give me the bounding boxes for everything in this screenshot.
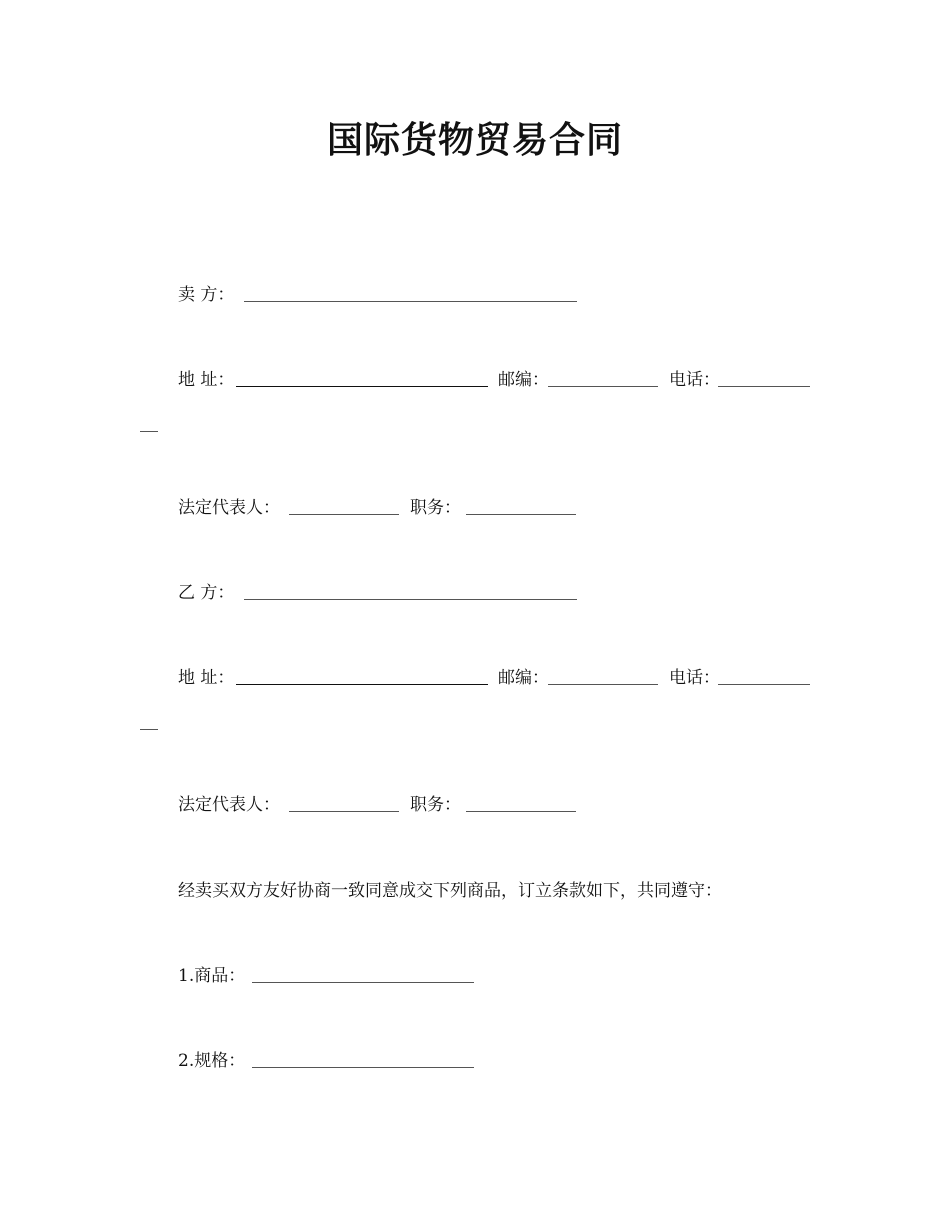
seller-label: 卖 方： [178, 285, 235, 305]
buyer-line [178, 581, 598, 605]
buyer-phone-label: 电话： [669, 668, 720, 688]
buyer-label: 乙 方： [178, 583, 235, 603]
seller-address-label: 地 址： [178, 370, 235, 390]
seller-rep-label: 法定代表人： [178, 498, 280, 518]
seller-position-label: 职务： [410, 498, 461, 518]
buyer-phone-blank-continued[interactable] [140, 729, 158, 730]
buyer-phone-blank[interactable] [718, 684, 810, 685]
preamble-paragraph: 经卖买双方友好协商一致同意成交下列商品，订立条款如下，共同遵守： [178, 881, 722, 901]
buyer-zip-label: 邮编： [498, 668, 549, 688]
buyer-zip-blank[interactable] [548, 684, 658, 685]
buyer-blank[interactable] [244, 599, 577, 600]
seller-blank[interactable] [244, 301, 577, 302]
item-label: 2.规格： [178, 1051, 246, 1071]
document-title: 国际货物贸易合同 [326, 120, 623, 161]
item-line-specification [178, 1049, 498, 1073]
buyer-rep-line [178, 793, 598, 817]
goods-blank[interactable] [252, 982, 474, 983]
buyer-address-label: 地 址： [178, 668, 235, 688]
item-line-goods [178, 964, 498, 988]
seller-zip-blank[interactable] [548, 386, 658, 387]
buyer-position-label: 职务： [410, 795, 461, 815]
seller-address-blank[interactable] [236, 386, 488, 387]
seller-rep-blank[interactable] [289, 514, 399, 515]
seller-phone-label: 电话： [669, 370, 720, 390]
buyer-rep-label: 法定代表人： [178, 795, 280, 815]
seller-phone-blank[interactable] [718, 386, 810, 387]
buyer-address-blank[interactable] [236, 684, 488, 685]
seller-line [178, 283, 598, 307]
seller-zip-label: 邮编： [498, 370, 549, 390]
seller-position-blank[interactable] [466, 514, 576, 515]
seller-address-line [178, 368, 818, 392]
buyer-rep-blank[interactable] [289, 811, 399, 812]
buyer-position-blank[interactable] [466, 811, 576, 812]
seller-phone-blank-continued[interactable] [140, 431, 158, 432]
seller-rep-line [178, 496, 598, 520]
item-label: 1.商品： [178, 966, 246, 986]
buyer-address-line [178, 666, 818, 690]
specification-blank[interactable] [252, 1067, 474, 1068]
